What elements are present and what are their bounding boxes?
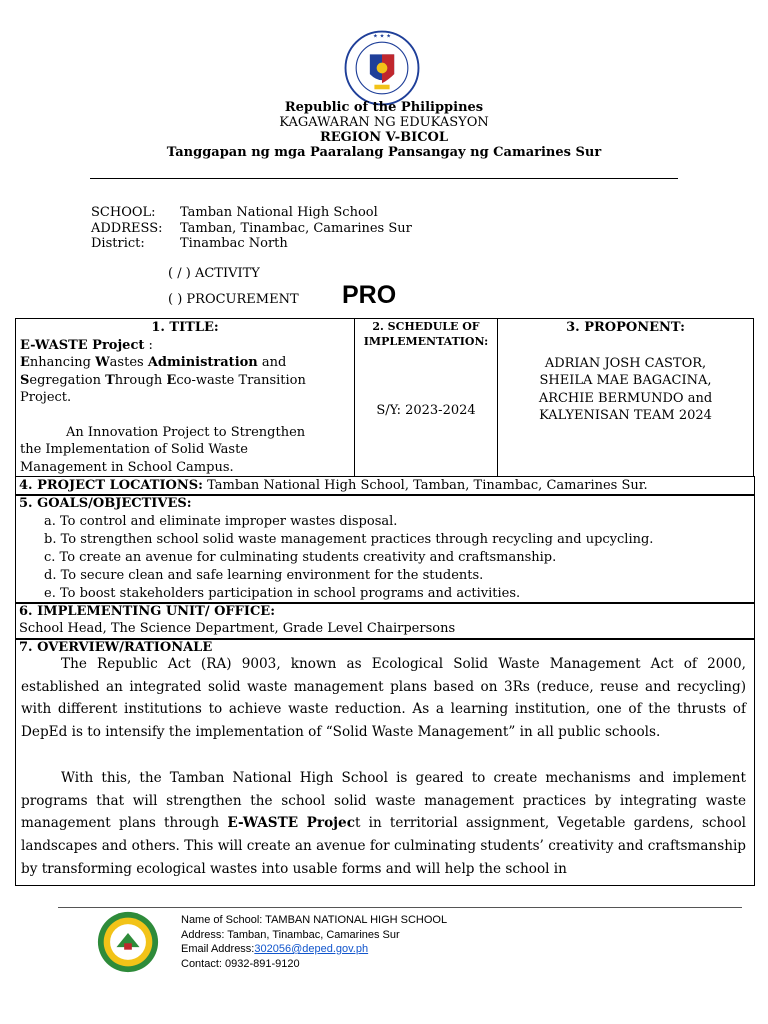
goals-heading: 5. GOALS/OBJECTIVES: bbox=[19, 496, 192, 511]
overview-heading: 7. OVERVIEW/RATIONALE bbox=[19, 640, 213, 655]
t-nhancing: nhancing bbox=[29, 355, 96, 370]
procurement-mark: ( ) bbox=[168, 292, 183, 307]
overview-p2-text: With this, the Tamban National High School is geared to create mechanisms and implement programs that will strengthen the school solid waste management practices by integrating waste management plans through bbox=[21, 770, 746, 832]
header-division: Tanggapan ng mga Paaralang Pansangay ng Camarines Sur bbox=[166, 145, 602, 160]
unit-value: School Head, The Science Department, Grade Level Chairpersons bbox=[19, 621, 456, 636]
acronym-s: S bbox=[20, 372, 30, 388]
footer-email-label: Email Address: bbox=[181, 943, 255, 955]
goal-item: a. To control and eliminate improper wastes disposal. bbox=[44, 514, 398, 529]
title-heading: 1. TITLE: bbox=[151, 320, 219, 335]
activity-mark: ( / ) bbox=[168, 266, 191, 281]
procurement-label: PROCUREMENT bbox=[186, 292, 299, 307]
footer-divider bbox=[58, 907, 742, 908]
t-astes: astes bbox=[109, 355, 148, 370]
locations-row bbox=[15, 477, 758, 495]
proponent-name: SHEILA MAE BAGACINA, bbox=[539, 373, 712, 388]
activity-checkbox bbox=[168, 266, 260, 281]
proponent-heading: 3. PROPONENT: bbox=[566, 320, 685, 335]
proponent-name: ARCHIE BERMUNDO and bbox=[538, 390, 713, 406]
school-logo bbox=[96, 910, 160, 974]
document-header bbox=[0, 100, 768, 160]
school-label: SCHOOL: bbox=[91, 205, 156, 220]
innovation-line-1: An Innovation Project to Strengthen bbox=[66, 424, 306, 440]
proponent-cell bbox=[498, 319, 754, 477]
schedule-cell bbox=[355, 319, 498, 477]
goal-item: d. To secure clean and safe learning environment for the students. bbox=[44, 568, 484, 583]
footer-contact bbox=[181, 913, 447, 971]
schedule-heading-2: IMPLEMENTATION: bbox=[363, 335, 489, 348]
proponent-name: KALYENISAN TEAM 2024 bbox=[539, 408, 712, 423]
footer-contact-number: Contact: 0932-891-9120 bbox=[181, 957, 300, 970]
title-line-2 bbox=[20, 354, 350, 372]
overview-paragraph-1: The Republic Act (RA) 9003, known as Ecological Solid Waste Management Act of 2000, established an integrated solid waste management plans based on 3Rs (reduce, reuse and recycling) with different institutions to achieve waste reduction. As a learning institution, one of the thrusts of DepEd is to intensify the implementation of “Solid Waste Management” in all public schools. bbox=[21, 656, 746, 741]
goal-item: e. To boost stakeholders participation in school programs and activities. bbox=[44, 586, 521, 601]
t-and: and bbox=[257, 355, 287, 370]
locations-value: Tamban National High School, Tamban, Tinambac, Camarines Sur. bbox=[202, 478, 648, 493]
proponent-name: ADRIAN JOSH CASTOR, bbox=[544, 355, 707, 371]
t-hrough: hrough bbox=[114, 372, 167, 388]
unit-heading: 6. IMPLEMENTING UNIT/ OFFICE: bbox=[19, 604, 276, 619]
header-department: KAGAWARAN NG EDUKASYON bbox=[279, 115, 489, 130]
address-label: ADDRESS: bbox=[91, 220, 163, 236]
schedule-heading-1: 2. SCHEDULE OF bbox=[372, 320, 480, 333]
title-cell bbox=[16, 319, 355, 477]
overview-p2-project: E-WASTE Projec bbox=[227, 815, 355, 832]
acronym-administration: Administration bbox=[147, 355, 258, 370]
activity-label: ACTIVITY bbox=[194, 266, 260, 281]
t-co-waste: co-waste Transition bbox=[176, 372, 306, 388]
acronym-w: W bbox=[95, 355, 110, 370]
overview-paragraph-2 bbox=[15, 767, 754, 881]
footer-email-row bbox=[181, 942, 447, 957]
title-line-3 bbox=[20, 372, 350, 390]
school-info bbox=[91, 205, 412, 252]
procurement-checkbox bbox=[168, 292, 299, 307]
goal-item: b. To strengthen school solid waste management practices through recycling and upcycling. bbox=[44, 532, 654, 547]
deped-seal-logo bbox=[344, 30, 420, 106]
project-summary-table bbox=[15, 318, 754, 477]
overview-p2-text-2: t in territorial assignment, Vegetable gardens, school landscapes and others. This will create an avenue for culminating students’ creativity and craftsmanship by transforming ecological wastes into usable forms and will help the school in bbox=[21, 815, 747, 877]
acronym-e: E bbox=[20, 355, 30, 370]
acronym-t: T bbox=[105, 372, 115, 388]
acronym-e2: E bbox=[166, 372, 177, 388]
header-region: REGION V-BICOL bbox=[319, 130, 449, 145]
innovation-line-3: Management in School Campus. bbox=[20, 459, 234, 475]
district-value: Tinambac North bbox=[180, 236, 288, 251]
header-divider bbox=[90, 178, 678, 179]
footer-email-link[interactable]: 302056@deped.gov.ph bbox=[254, 943, 369, 955]
innovation-line-2: the Implementation of Solid Waste bbox=[20, 442, 248, 457]
project-name: E-WASTE Project bbox=[20, 337, 145, 353]
header-republic: Republic of the Philippines bbox=[284, 100, 484, 115]
pro-label: PRO bbox=[342, 281, 397, 309]
school-value: Tamban National High School bbox=[180, 205, 378, 220]
t-egregation: egregation bbox=[29, 372, 106, 388]
address-value: Tamban, Tinambac, Camarines Sur bbox=[180, 220, 412, 236]
project-colon: : bbox=[144, 337, 153, 353]
goal-item: c. To create an avenue for culminating students creativity and craftsmanship. bbox=[44, 550, 557, 565]
footer-school-name: Name of School: TAMBAN NATIONAL HIGH SCHOOL bbox=[181, 914, 448, 926]
locations-heading: 4. PROJECT LOCATIONS: bbox=[19, 478, 203, 493]
schedule-value: S/Y: 2023-2024 bbox=[376, 403, 476, 418]
svg-text:★ ★ ★: ★ ★ ★ bbox=[373, 33, 391, 40]
title-line-4: Project. bbox=[20, 390, 72, 405]
district-label: District: bbox=[91, 236, 145, 251]
footer-address: Address: Tamban, Tinambac, Camarines Sur bbox=[181, 928, 400, 941]
